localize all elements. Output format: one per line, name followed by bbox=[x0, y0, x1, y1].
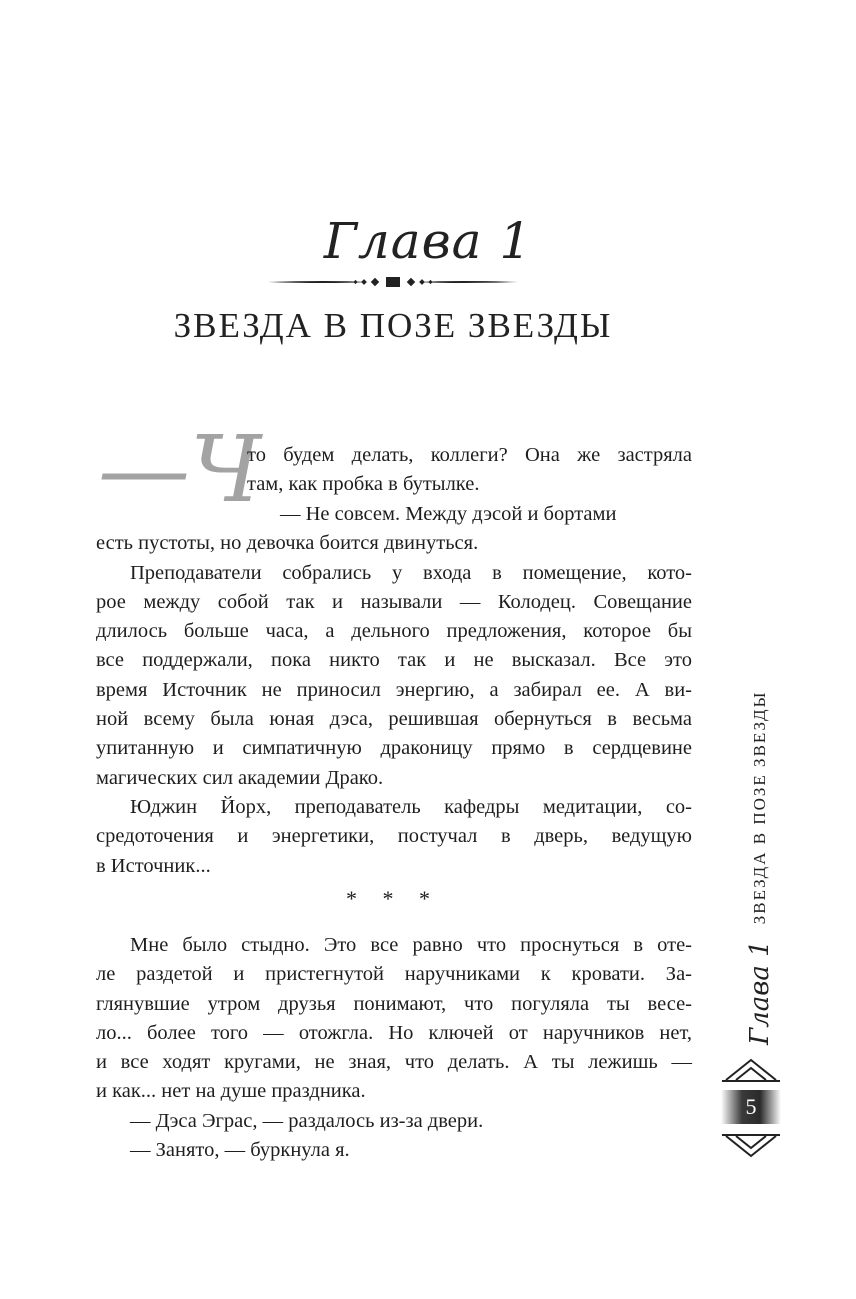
running-head-chapter: Глава 1 bbox=[745, 940, 775, 1045]
text-line: магических сил академии Драко. bbox=[96, 766, 384, 789]
text-line: в Источник... bbox=[96, 854, 211, 877]
chapter-title: ЗВЕЗДА В ПОЗЕ ЗВЕЗДЫ bbox=[173, 306, 613, 345]
text-line: и как... нет на душе праздника. bbox=[96, 1080, 366, 1103]
text-line: упитанную и симпатичную драконицу прямо в сердцевине bbox=[96, 737, 692, 760]
text-line: время Источник не приносил энергию, а забирал ее. А ви- bbox=[96, 678, 692, 701]
text-line: все поддержали, пока никто так и не высказал. Все это bbox=[96, 649, 692, 672]
chapter-label: Глава 1 bbox=[323, 212, 533, 270]
text-line: длилось больше часа, а дельного предложения, которое бы bbox=[96, 620, 692, 643]
text-line: — Дэса Эграс, — раздалось из-за двери. bbox=[130, 1109, 484, 1132]
section-separator: * * * bbox=[346, 886, 440, 911]
running-head-title: ЗВЕЗДА В ПОЗЕ ЗВЕЗДЫ bbox=[750, 690, 769, 925]
dropcap-lines bbox=[247, 441, 692, 500]
text-line: и все ходят кругами, не зная, что делать. А ты лежишь — bbox=[96, 1051, 692, 1074]
running-head bbox=[738, 690, 782, 1045]
page-ornament-bottom-icon bbox=[722, 1132, 780, 1162]
text-line: там, как пробка в бутылке. bbox=[247, 473, 480, 496]
text-line: средоточения и энергетики, постучал в дверь, ведущую bbox=[96, 825, 692, 848]
page-ornament-top-icon bbox=[722, 1054, 780, 1084]
text-line: — Не совсем. Между дэсой и бортами bbox=[280, 503, 617, 525]
text-line: ле раздетой и пристегнутой наручниками к кровати. За- bbox=[96, 963, 692, 986]
body-text-section-2 bbox=[96, 931, 692, 1165]
page-number: 5 bbox=[745, 1094, 757, 1119]
body-text bbox=[96, 500, 692, 881]
text-line: Юджин Йорх, преподаватель кафедры медитации, со- bbox=[130, 795, 692, 818]
text-line: Мне было стыдно. Это все равно что проснуться в оте- bbox=[130, 934, 692, 956]
chapter-divider-ornament bbox=[268, 272, 518, 292]
text-line: ной всему была юная дэса, решившая обернуться в весьма bbox=[96, 708, 692, 731]
text-line: — Занято, — буркнула я. bbox=[130, 1139, 350, 1162]
text-line: то будем делать, коллеги? Она же застряла bbox=[247, 444, 692, 466]
text-line: глянувшие утром друзья понимают, что погуляла ты весе- bbox=[96, 992, 692, 1015]
text-line: есть пустоты, но девочка боится двинуться. bbox=[96, 532, 479, 555]
text-line: рое между собой так и называли — Колодец. Совещание bbox=[96, 590, 692, 613]
text-line: ло... более того — отожгла. Но ключей от наручников нет, bbox=[96, 1021, 692, 1044]
text-line: Преподаватели собрались у входа в помещение, кото- bbox=[130, 561, 692, 584]
drop-cap: —Ч bbox=[98, 416, 262, 523]
